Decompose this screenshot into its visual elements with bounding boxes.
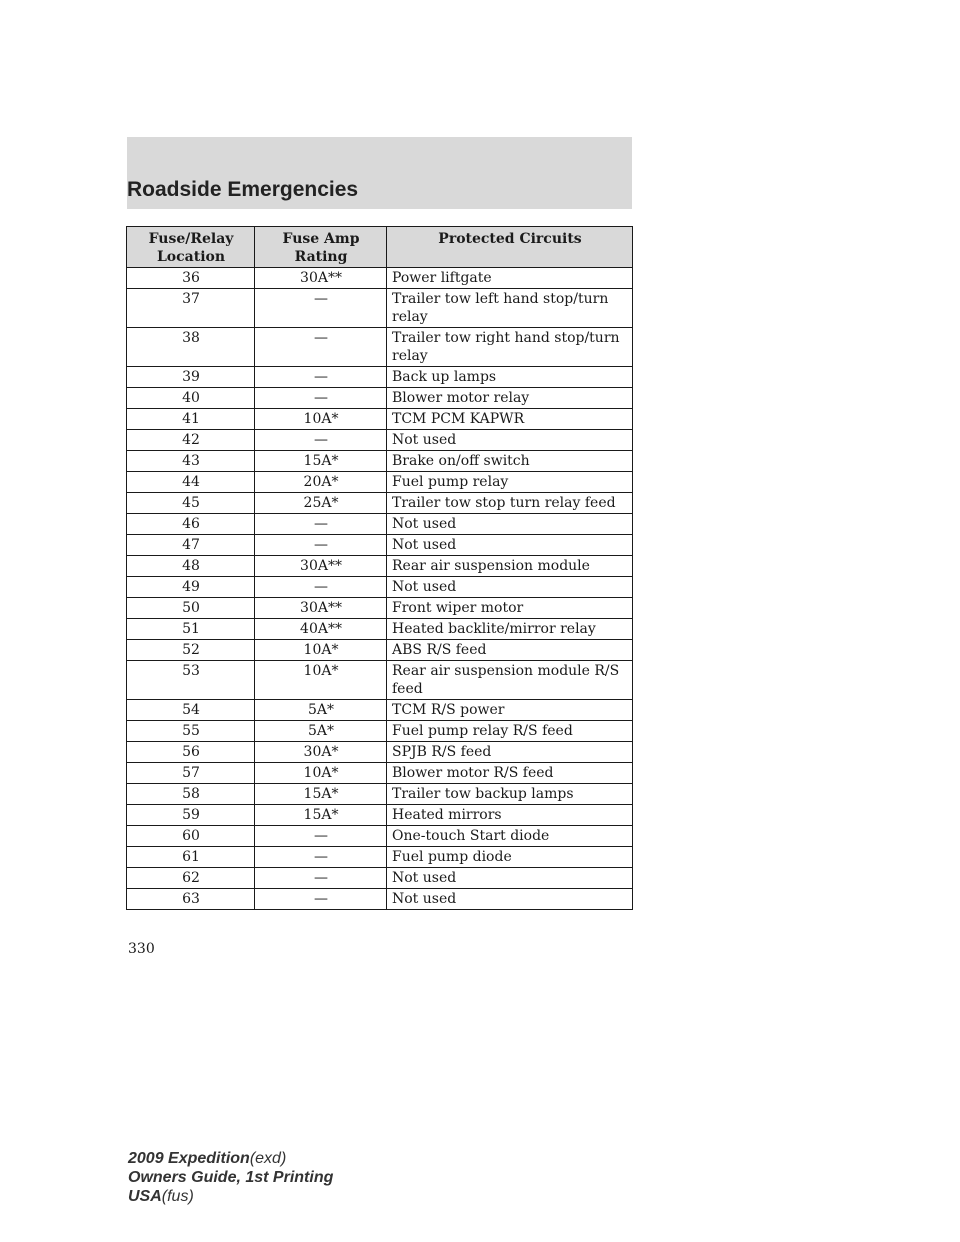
cell-amp-rating: 30A** [255, 556, 387, 577]
table-row [127, 700, 633, 721]
cell-amp-rating: — [255, 430, 387, 451]
cell-location: 41 [127, 409, 255, 430]
cell-amp-rating: 15A* [255, 784, 387, 805]
cell-location: 58 [127, 784, 255, 805]
table-row [127, 847, 633, 868]
table-row [127, 472, 633, 493]
cell-amp-rating: 25A* [255, 493, 387, 514]
table-row [127, 619, 633, 640]
cell-location: 39 [127, 367, 255, 388]
table-row [127, 430, 633, 451]
cell-amp-rating: 40A** [255, 619, 387, 640]
table-row [127, 598, 633, 619]
cell-location: 43 [127, 451, 255, 472]
cell-protected-circuit: Not used [387, 889, 633, 910]
column-header-line: Rating [294, 249, 348, 265]
cell-amp-rating: 10A* [255, 661, 387, 700]
cell-location: 47 [127, 535, 255, 556]
cell-amp-rating: 10A* [255, 640, 387, 661]
cell-amp-rating: 30A** [255, 598, 387, 619]
cell-protected-circuit: Blower motor R/S feed [387, 763, 633, 784]
table-row [127, 868, 633, 889]
cell-location: 51 [127, 619, 255, 640]
cell-location: 45 [127, 493, 255, 514]
cell-amp-rating: — [255, 328, 387, 367]
cell-location: 50 [127, 598, 255, 619]
cell-location: 36 [127, 268, 255, 289]
column-header-amp-rating [255, 227, 387, 268]
header-row [127, 227, 633, 268]
section-title: Roadside Emergencies [127, 178, 359, 201]
cell-protected-circuit: Fuel pump relay R/S feed [387, 721, 633, 742]
cell-protected-circuit: TCM R/S power [387, 700, 633, 721]
footer-printing: Owners Guide, 1st Printing [128, 1169, 334, 1186]
cell-protected-circuit: Heated backlite/mirror relay [387, 619, 633, 640]
cell-amp-rating: — [255, 367, 387, 388]
table-row [127, 640, 633, 661]
table-row [127, 742, 633, 763]
cell-protected-circuit: Not used [387, 514, 633, 535]
cell-protected-circuit: ABS R/S feed [387, 640, 633, 661]
cell-amp-rating: 30A** [255, 268, 387, 289]
footer-market: USA [128, 1188, 162, 1205]
column-header-line: Fuse/Relay [148, 231, 234, 247]
table-row [127, 388, 633, 409]
footer-market-code: (fus) [161, 1188, 194, 1205]
cell-location: 49 [127, 577, 255, 598]
cell-amp-rating: — [255, 388, 387, 409]
cell-protected-circuit: Back up lamps [387, 367, 633, 388]
cell-protected-circuit: Fuel pump diode [387, 847, 633, 868]
cell-location: 60 [127, 826, 255, 847]
footer-model-code: (exd) [249, 1150, 287, 1167]
cell-amp-rating: 5A* [255, 721, 387, 742]
cell-location: 56 [127, 742, 255, 763]
table-row [127, 535, 633, 556]
table-row [127, 763, 633, 784]
cell-protected-circuit: SPJB R/S feed [387, 742, 633, 763]
cell-location: 46 [127, 514, 255, 535]
table-row [127, 451, 633, 472]
table-row [127, 268, 633, 289]
cell-location: 57 [127, 763, 255, 784]
cell-location: 59 [127, 805, 255, 826]
cell-amp-rating: — [255, 826, 387, 847]
table-row [127, 409, 633, 430]
footer [128, 1149, 333, 1206]
cell-location: 62 [127, 868, 255, 889]
cell-protected-circuit: Power liftgate [387, 268, 633, 289]
table-row [127, 784, 633, 805]
cell-amp-rating: 10A* [255, 409, 387, 430]
table-row [127, 328, 633, 367]
cell-location: 37 [127, 289, 255, 328]
cell-amp-rating: 30A* [255, 742, 387, 763]
table-row [127, 805, 633, 826]
table-row [127, 514, 633, 535]
table-row [127, 577, 633, 598]
cell-amp-rating: 15A* [255, 805, 387, 826]
cell-protected-circuit: TCM PCM KAPWR [387, 409, 633, 430]
cell-protected-circuit: Fuel pump relay [387, 472, 633, 493]
cell-protected-circuit: Trailer tow backup lamps [387, 784, 633, 805]
cell-amp-rating: — [255, 847, 387, 868]
page-number: 330 [128, 941, 155, 957]
cell-protected-circuit: Rear air suspension module [387, 556, 633, 577]
column-header-line: Protected Circuits [438, 231, 582, 247]
cell-location: 48 [127, 556, 255, 577]
cell-amp-rating: 20A* [255, 472, 387, 493]
cell-location: 42 [127, 430, 255, 451]
cell-location: 63 [127, 889, 255, 910]
cell-amp-rating: — [255, 868, 387, 889]
table-row [127, 889, 633, 910]
table-row [127, 826, 633, 847]
cell-amp-rating: — [255, 289, 387, 328]
footer-model: 2009 Expedition [128, 1150, 250, 1167]
cell-location: 53 [127, 661, 255, 700]
cell-protected-circuit: Brake on/off switch [387, 451, 633, 472]
table-row [127, 556, 633, 577]
footer-line [128, 1187, 333, 1206]
column-header-protected-circuits [387, 227, 633, 268]
fuse-table [126, 226, 633, 910]
cell-protected-circuit: Rear air suspension module R/S feed [387, 661, 633, 700]
cell-location: 55 [127, 721, 255, 742]
cell-amp-rating: — [255, 889, 387, 910]
cell-protected-circuit: One-touch Start diode [387, 826, 633, 847]
column-header-line: Fuse Amp [282, 231, 360, 247]
table-row [127, 661, 633, 700]
table-header [127, 227, 633, 268]
cell-amp-rating: — [255, 577, 387, 598]
cell-amp-rating: 5A* [255, 700, 387, 721]
cell-location: 44 [127, 472, 255, 493]
cell-protected-circuit: Front wiper motor [387, 598, 633, 619]
cell-location: 54 [127, 700, 255, 721]
column-header-location [127, 227, 255, 268]
table-body [127, 268, 633, 910]
cell-amp-rating: — [255, 514, 387, 535]
table-row [127, 289, 633, 328]
cell-amp-rating: 15A* [255, 451, 387, 472]
cell-protected-circuit: Not used [387, 868, 633, 889]
table-row [127, 721, 633, 742]
column-header-line: Location [156, 249, 226, 265]
cell-protected-circuit: Not used [387, 577, 633, 598]
cell-location: 61 [127, 847, 255, 868]
footer-line [128, 1168, 333, 1187]
cell-protected-circuit: Trailer tow right hand stop/turn relay [387, 328, 633, 367]
cell-location: 52 [127, 640, 255, 661]
cell-protected-circuit: Not used [387, 535, 633, 556]
footer-line [128, 1149, 333, 1168]
cell-location: 40 [127, 388, 255, 409]
cell-protected-circuit: Heated mirrors [387, 805, 633, 826]
cell-protected-circuit: Trailer tow left hand stop/turn relay [387, 289, 633, 328]
table-row [127, 367, 633, 388]
cell-amp-rating: — [255, 535, 387, 556]
cell-location: 38 [127, 328, 255, 367]
cell-protected-circuit: Blower motor relay [387, 388, 633, 409]
cell-protected-circuit: Trailer tow stop turn relay feed [387, 493, 633, 514]
table-row [127, 493, 633, 514]
cell-amp-rating: 10A* [255, 763, 387, 784]
cell-protected-circuit: Not used [387, 430, 633, 451]
